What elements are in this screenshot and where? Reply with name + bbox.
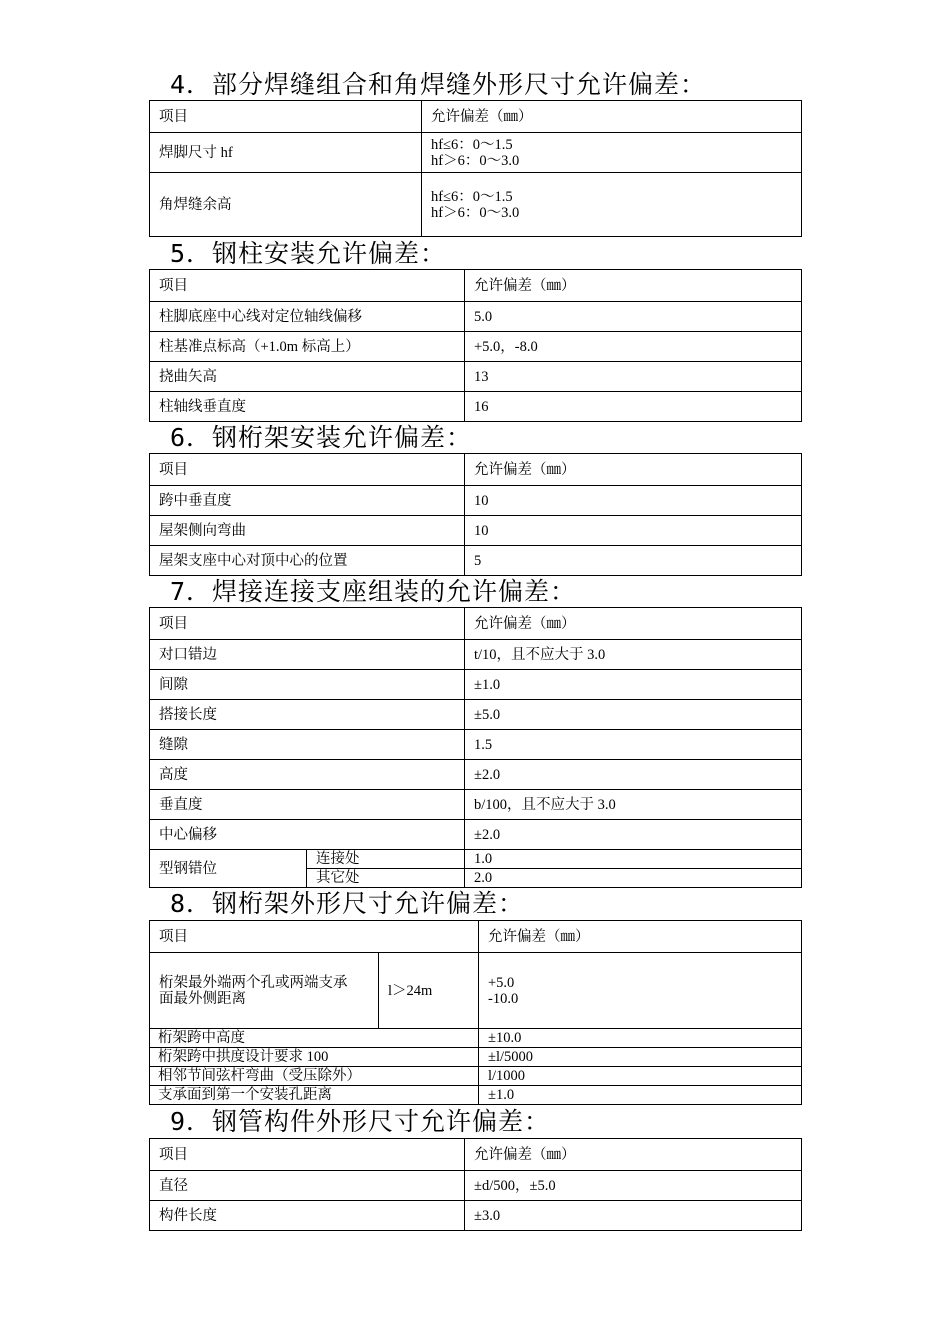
section-8-title: 8．钢桁架外形尺寸允许偏差： bbox=[170, 889, 525, 918]
row-item: 支承面到第一个安装孔距离 bbox=[150, 1086, 479, 1105]
value-line: hf≤6：0～1.5 bbox=[431, 188, 513, 205]
row-item: 直径 bbox=[150, 1171, 465, 1201]
row-value: ±1.0 bbox=[465, 670, 802, 700]
header-tolerance: 允许偏差（㎜） bbox=[422, 101, 802, 133]
row-value: ±1.0 bbox=[479, 1086, 802, 1105]
row-item: 缝隙 bbox=[150, 730, 465, 760]
row-item: 型钢错位 bbox=[150, 850, 307, 888]
section-5-title: 5．钢柱安装允许偏差： bbox=[170, 239, 447, 268]
row-value: ±10.0 bbox=[479, 1029, 802, 1048]
section-4-title: 4．部分焊缝组合和角焊缝外形尺寸允许偏差： bbox=[170, 70, 707, 99]
table-row bbox=[150, 332, 802, 362]
row-item: 角焊缝余高 bbox=[150, 173, 422, 237]
section-8-table bbox=[149, 920, 802, 1105]
table-header-row bbox=[150, 608, 802, 640]
section-6-title: 6．钢桁架安装允许偏差： bbox=[170, 423, 473, 452]
table-row bbox=[150, 362, 802, 392]
table-header-row bbox=[150, 270, 802, 302]
row-value: 2.0 bbox=[465, 869, 802, 888]
row-value: 1.0 bbox=[465, 850, 802, 869]
item-line: 面最外侧距离 bbox=[159, 990, 246, 1007]
row-item: 焊脚尺寸 hf bbox=[150, 133, 422, 173]
row-item: 垂直度 bbox=[150, 790, 465, 820]
header-item: 项目 bbox=[150, 921, 479, 953]
row-value: ±2.0 bbox=[465, 820, 802, 850]
table-row bbox=[150, 1029, 802, 1048]
table-row bbox=[150, 1171, 802, 1201]
table-row bbox=[150, 1067, 802, 1086]
section-9-table bbox=[149, 1138, 802, 1231]
table-header-row bbox=[150, 101, 802, 133]
row-item: 相邻节间弦杆弯曲（受压除外） bbox=[150, 1067, 479, 1086]
row-value: b/100，且不应大于 3.0 bbox=[465, 790, 802, 820]
row-item: 桁架跨中高度 bbox=[150, 1029, 479, 1048]
header-tolerance: 允许偏差（㎜） bbox=[465, 454, 802, 486]
row-value: ±5.0 bbox=[465, 700, 802, 730]
table-header-row bbox=[150, 454, 802, 486]
table-row bbox=[150, 173, 802, 237]
row-value: ±d/500，±5.0 bbox=[465, 1171, 802, 1201]
table-row bbox=[150, 516, 802, 546]
row-value: +5.0，-8.0 bbox=[465, 332, 802, 362]
table-row bbox=[150, 640, 802, 670]
table-row bbox=[150, 1086, 802, 1105]
value-line: +5.0 bbox=[488, 974, 515, 991]
row-item: 中心偏移 bbox=[150, 820, 465, 850]
row-value: ±3.0 bbox=[465, 1201, 802, 1231]
row-value: 1.5 bbox=[465, 730, 802, 760]
header-tolerance: 允许偏差（㎜） bbox=[465, 270, 802, 302]
row-item: 构件长度 bbox=[150, 1201, 465, 1231]
row-value bbox=[422, 133, 802, 173]
row-item: 柱基准点标高（+1.0m 标高上） bbox=[150, 332, 465, 362]
header-tolerance: 允许偏差（㎜） bbox=[465, 1139, 802, 1171]
row-item: 柱脚底座中心线对定位轴线偏移 bbox=[150, 302, 465, 332]
value-line: hf≤6：0～1.5 bbox=[431, 136, 513, 153]
row-value: 5.0 bbox=[465, 302, 802, 332]
header-item: 项目 bbox=[150, 1139, 465, 1171]
row-value bbox=[479, 953, 802, 1029]
section-4-table bbox=[149, 100, 802, 237]
header-item: 项目 bbox=[150, 101, 422, 133]
row-value: ±2.0 bbox=[465, 760, 802, 790]
row-value: ±l/5000 bbox=[479, 1048, 802, 1067]
table-row bbox=[150, 1048, 802, 1067]
row-item: 间隙 bbox=[150, 670, 465, 700]
table-row bbox=[150, 820, 802, 850]
table-row bbox=[150, 1201, 802, 1231]
value-line: -10.0 bbox=[488, 990, 519, 1007]
row-condition: l＞24m bbox=[379, 953, 479, 1029]
item-line: 桁架最外端两个孔或两端支承 bbox=[159, 974, 348, 991]
row-item: 屋架侧向弯曲 bbox=[150, 516, 465, 546]
row-subitem: 连接处 bbox=[307, 850, 465, 869]
table-row bbox=[150, 546, 802, 576]
row-item: 挠曲矢高 bbox=[150, 362, 465, 392]
table-row bbox=[150, 133, 802, 173]
row-value: l/1000 bbox=[479, 1067, 802, 1086]
row-value: t/10，且不应大于 3.0 bbox=[465, 640, 802, 670]
row-value bbox=[422, 173, 802, 237]
row-subitem: 其它处 bbox=[307, 869, 465, 888]
table-row bbox=[150, 392, 802, 422]
header-item: 项目 bbox=[150, 608, 465, 640]
table-row bbox=[150, 953, 802, 1029]
row-item: 桁架跨中拱度设计要求 100 bbox=[150, 1048, 479, 1067]
table-row bbox=[150, 850, 802, 869]
row-item: 对口错边 bbox=[150, 640, 465, 670]
table-row bbox=[150, 670, 802, 700]
row-item: 柱轴线垂直度 bbox=[150, 392, 465, 422]
value-line: hf＞6：0～3.0 bbox=[431, 204, 520, 221]
row-item: 屋架支座中心对顶中心的位置 bbox=[150, 546, 465, 576]
header-tolerance: 允许偏差（㎜） bbox=[479, 921, 802, 953]
section-5-table bbox=[149, 269, 802, 422]
header-item: 项目 bbox=[150, 454, 465, 486]
row-item: 搭接长度 bbox=[150, 700, 465, 730]
table-row bbox=[150, 760, 802, 790]
table-row bbox=[150, 486, 802, 516]
row-item: 高度 bbox=[150, 760, 465, 790]
table-row bbox=[150, 700, 802, 730]
row-item: 跨中垂直度 bbox=[150, 486, 465, 516]
section-9-title: 9．钢管构件外形尺寸允许偏差： bbox=[170, 1107, 551, 1136]
row-value: 5 bbox=[465, 546, 802, 576]
row-value: 10 bbox=[465, 516, 802, 546]
section-7-table bbox=[149, 607, 802, 888]
table-row bbox=[150, 790, 802, 820]
header-item: 项目 bbox=[150, 270, 465, 302]
section-6-table bbox=[149, 453, 802, 576]
row-item bbox=[150, 953, 379, 1029]
value-line: hf＞6：0～3.0 bbox=[431, 152, 520, 169]
row-value: 16 bbox=[465, 392, 802, 422]
table-row bbox=[150, 302, 802, 332]
section-7-title: 7．焊接连接支座组装的允许偏差： bbox=[170, 577, 577, 606]
row-value: 10 bbox=[465, 486, 802, 516]
table-header-row bbox=[150, 921, 802, 953]
table-header-row bbox=[150, 1139, 802, 1171]
row-value: 13 bbox=[465, 362, 802, 392]
header-tolerance: 允许偏差（㎜） bbox=[465, 608, 802, 640]
table-row bbox=[150, 730, 802, 760]
